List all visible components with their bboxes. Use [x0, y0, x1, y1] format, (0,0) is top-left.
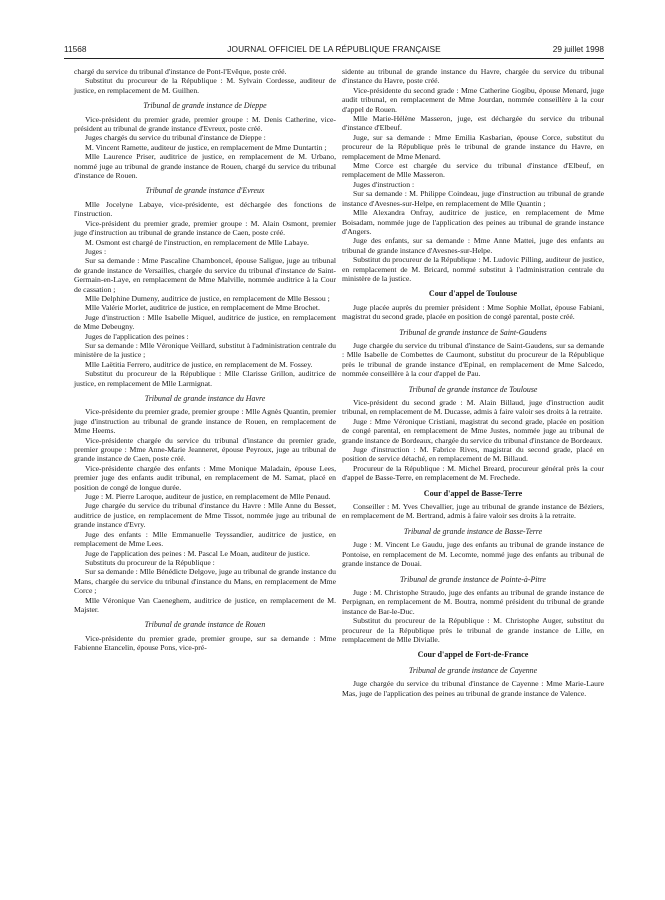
appointment-paragraph: Juges de l'application des peines : [85, 331, 189, 341]
court-heading: Cour d'appel de Basse-Terre [423, 488, 523, 498]
appointment-paragraph: M. Vincent Ramette, auditeur de justice, en remplacement de Mme Duntartin ; [85, 142, 327, 152]
appointment-paragraph: M. Osmont est chargé de l'instruction, en remplacement de Mlle Labaye. [85, 237, 309, 247]
appointment-paragraph: Juge chargée du service du tribunal d'instance de Saint-Gaudens, sur sa demande : Mlle Isabelle de Combettes de Caumont, substitut du procureur de la République près le tribunal de grande instance d'Epinal, en remplacement de Mme Salcedo, nommée conseillère à la cour d'appel de Pau. [342, 340, 604, 379]
tribunal-heading: Tribunal de grande instance de Dieppe [143, 101, 267, 111]
appointment-paragraph: Juge d'instruction : M. Fabrice Rives, magistrat du second grade, placé en position de service détaché, en remplacement de M. Billaud. [342, 445, 604, 464]
left-column [74, 67, 336, 653]
appointment-paragraph: Vice-présidente chargée des enfants : Mme Monique Maladain, épouse Lees, premier juge des enfants audit tribunal, en remplacement de M. Samat, placé en position de congé de longue durée. [74, 463, 336, 492]
appointment-paragraph: Mlle Valérie Morlet, auditrice de justice, en remplacement de Mme Brochet. [85, 303, 320, 313]
appointment-paragraph: Juge des enfants : Mlle Emmanuelle Teyssandier, auditrice de justice, en remplacement de Mme Lees. [74, 529, 336, 549]
journal-title: JOURNAL OFFICIEL DE LA RÉPUBLIQUE FRANÇAISE [227, 44, 441, 54]
tribunal-heading: Tribunal de grande instance de Pointe-à-Pitre [400, 574, 546, 584]
appointment-paragraph: Juge : M. Christophe Straudo, juge des enfants au tribunal de grande instance de Perpignan, en remplacement de M. Boutra, nommé président du tribunal de grande instance de Bar-le-Duc. [342, 587, 604, 616]
appointment-paragraph: Sur sa demande : Mme Pascaline Chamboncel, épouse Saligue, juge au tribunal de grande instance de Versailles, chargée du service du tribunal d'instance de Saint-Germain-en-Laye, en remplacement de Mme Malville, nommée auditrice à la Cour de cassation ; [74, 256, 336, 294]
appointment-paragraph: Substitut du procureur de la République : M. Ludovic Pilling, auditeur de justice, en remplacement de M. Bricard, nommé substitut à l'administration centrale du ministère de la justice. [342, 255, 604, 283]
appointment-paragraph: Vice-présidente du premier grade, premier groupe : Mlle Agnès Quantin, premier juge d'instruction au tribunal de grande instance de Rouen, en remplacement de Mme Heems. [74, 407, 336, 436]
appointment-paragraph: Vice-présidente du second grade : Mme Catherine Gogibu, épouse Menard, juge audit tribunal, en remplacement de Mme Jourdan, nommée conseillère à la cour d'appel de Rouen. [342, 85, 604, 114]
appointment-paragraph: Vice-présidente du premier grade, premier groupe, sur sa demande : Mme Fabienne Etancelin, épouse Pons, vice-pré- [74, 633, 336, 653]
appointment-paragraph: Mlle Laëtitia Ferrero, auditrice de justice, en remplacement de M. Fossey. [85, 359, 313, 369]
tribunal-heading: Tribunal de grande instance du Havre [144, 394, 266, 403]
appointment-paragraph: Juge, sur sa demande : Mme Emilia Kasbarian, épouse Corce, substitut du procureur de la République près le tribunal de grande instance du Havre, en remplacement de Mme Menard. [342, 132, 604, 161]
publication-date: 29 juillet 1998 [552, 44, 604, 54]
appointment-paragraph: Juge : M. Pierre Laroque, auditeur de justice, en remplacement de Mlle Penaud. [85, 492, 331, 502]
appointment-paragraph: Vice-présidente chargée du service du tribunal d'instance du premier grade, premier groupe : Mme Anne-Marie Jeanneret, épouse Peyroux, juge au tribunal de grande instance de Caen, poste créé. [74, 435, 336, 464]
appointment-paragraph: Juge : M. Vincent Le Gaudu, juge des enfants au tribunal de grande instance de Pontoise, en remplacement de M. Lecomte, nommé juge des enfants au tribunal de grande instance de Douai. [342, 540, 604, 569]
appointment-paragraph: Vice-président du second grade : M. Alain Billaud, juge d'instruction audit tribunal, en remplacement de M. Ducasse, admis à faire valoir ses droits à la retraite. [342, 398, 604, 417]
appointment-paragraph: Conseiller : M. Yves Chevallier, juge au tribunal de grande instance de Béziers, en remplacement de M. Bertrand, admis à faire valoir ses droits à la retraite. [342, 502, 604, 521]
page-number: 11568 [64, 44, 87, 54]
appointment-paragraph: Juge chargée du service du tribunal d'instance de Cayenne : Mme Marie-Laure Mas, juge de l'application des peines au tribunal de grande instance de Valence. [342, 679, 604, 698]
appointment-paragraph: Juge des enfants, sur sa demande : Mme Anne Mattei, juge des enfants au tribunal de grande instance d'Avesnes-sur-Helpe. [342, 236, 604, 255]
appointment-paragraph: Mlle Véronique Van Caeneghem, auditrice de justice, en remplacement de M. Majster. [74, 595, 336, 614]
tribunal-heading: Tribunal de grande instance de Rouen [144, 620, 266, 630]
page-header [64, 44, 604, 58]
tribunal-heading: Tribunal de grande instance de Saint-Gaudens [399, 327, 547, 337]
appointment-paragraph: Mlle Delphine Dumeny, auditrice de justice, en remplacement de Mlle Bessou ; [85, 293, 330, 303]
tribunal-heading: Tribunal de grande instance de Basse-Terre [403, 526, 543, 536]
appointment-paragraph: Procureur de la République : M. Michel Breard, procureur général près la cour d'appel de Basse-Terre, en remplacement de M. Frechede. [342, 463, 604, 483]
appointment-paragraph: Substitut du procureur de la République : M. Christophe Auger, substitut du procureur de la République près le tribunal de grande instance de Lille, en remplacement de Mlle Divialle. [342, 616, 604, 644]
appointment-paragraph: Mlle Marie-Hélène Masseron, juge, est déchargée du service du tribunal d'instance d'Elbeuf. [342, 114, 604, 133]
right-column [342, 67, 604, 698]
tribunal-heading: Tribunal de grande instance de Cayenne [408, 665, 538, 675]
appointment-paragraph: Juge de l'application des peines : M. Pascal Le Moan, auditeur de justice. [85, 548, 310, 558]
appointment-paragraph: Mlle Alexandra Onfray, auditrice de justice, en remplacement de Mme Boisadam, nommée juge de l'application des peines au tribunal de grande instance d'Angers. [342, 208, 604, 236]
appointment-paragraph: Vice-président du premier grade, premier groupe : M. Alain Osmont, premier juge d'instruction au tribunal de grande instance de Caen, poste créé. [74, 218, 336, 238]
appointment-paragraph: Mme Corce est chargée du service du tribunal d'instance d'Elbeuf, en remplacement de Mlle Masseron. [342, 161, 604, 180]
appointment-paragraph: Juges d'instruction : [353, 179, 415, 189]
header-rule [64, 58, 604, 59]
court-heading: Cour d'appel de Fort-de-France [417, 650, 529, 660]
appointment-paragraph: Juge : Mme Véronique Cristiani, magistrat du second grade, placée en position de congé parental, en remplacement de Mme Justes, nommée juge au tribunal de grande instance de Bordeaux, chargée du service du tribunal d'instance de Bordeaux. [342, 416, 604, 445]
appointment-paragraph: chargé du service du tribunal d'instance de Pont-l'Evêque, poste créé. [74, 67, 287, 76]
appointment-paragraph: Juge placée auprès du premier président : Mme Sophie Mollat, épouse Fabiani, magistrat du second grade, placée en position de congé parental, poste créé. [342, 302, 604, 322]
appointment-paragraph: Juge chargée du service du tribunal d'instance du Havre : Mlle Anne du Besset, auditrice de justice, en remplacement de Mme Tissot, nommée juge au tribunal de grande instance d'Evry. [74, 501, 336, 530]
appointment-paragraph: Sur sa demande : Mlle Véronique Veillard, substitut à l'administration centrale du ministère de la justice ; [74, 340, 336, 360]
appointment-paragraph: Substitut du procureur de la République : M. Sylvain Cordesse, auditeur de justice, en remplacement de M. Guilhen. [74, 76, 336, 95]
appointment-paragraph: Juges : [85, 246, 107, 256]
tribunal-heading: Tribunal de grande instance de Toulouse [408, 384, 538, 394]
appointment-paragraph: Mlle Jocelyne Labaye, vice-présidente, est déchargée des fonctions de l'instruction. [74, 199, 336, 219]
appointment-paragraph: Substitut du procureur de la République : Mlle Clarisse Grillon, auditrice de justice, en remplacement de Mlle Larmignat. [74, 369, 336, 388]
appointment-paragraph: Substituts du procureur de la République : [85, 557, 215, 567]
appointment-paragraph: Sur sa demande : Mlle Bénédicte Delgove, juge au tribunal de grande instance du Mans, chargée du service du tribunal d'instance du Mans, en remplacement de Mme Corce ; [74, 567, 336, 596]
appointment-paragraph: Juge d'instruction : Mlle Isabelle Miquel, auditrice de justice, en remplacement de Mme Debeugny. [74, 312, 336, 332]
appointment-paragraph: Sur sa demande : M. Philippe Coindeau, juge d'instruction au tribunal de grande instance d'Avesnes-sur-Helpe, en remplacement de Mlle Quantin ; [342, 189, 604, 208]
appointment-paragraph: Juges chargés du service du tribunal d'instance de Dieppe : [85, 133, 266, 143]
appointment-paragraph: Mlle Laurence Priser, auditrice de justice, en remplacement de M. Urbano, nommé juge au tribunal de grande instance de Rouen, chargé du service du tribunal d'instance de Rouen. [74, 152, 336, 181]
appointment-paragraph: Vice-président du premier grade, premier groupe : M. Denis Catherine, vice-président au tribunal de grande instance d'Evreux, poste créé. [74, 114, 336, 134]
appointment-paragraph: sidente au tribunal de grande instance du Havre, chargée du service du tribunal d'instance du Havre, poste créé. [342, 67, 604, 86]
tribunal-heading: Tribunal de grande instance d'Evreux [145, 186, 265, 196]
court-heading: Cour d'appel de Toulouse [428, 289, 518, 299]
